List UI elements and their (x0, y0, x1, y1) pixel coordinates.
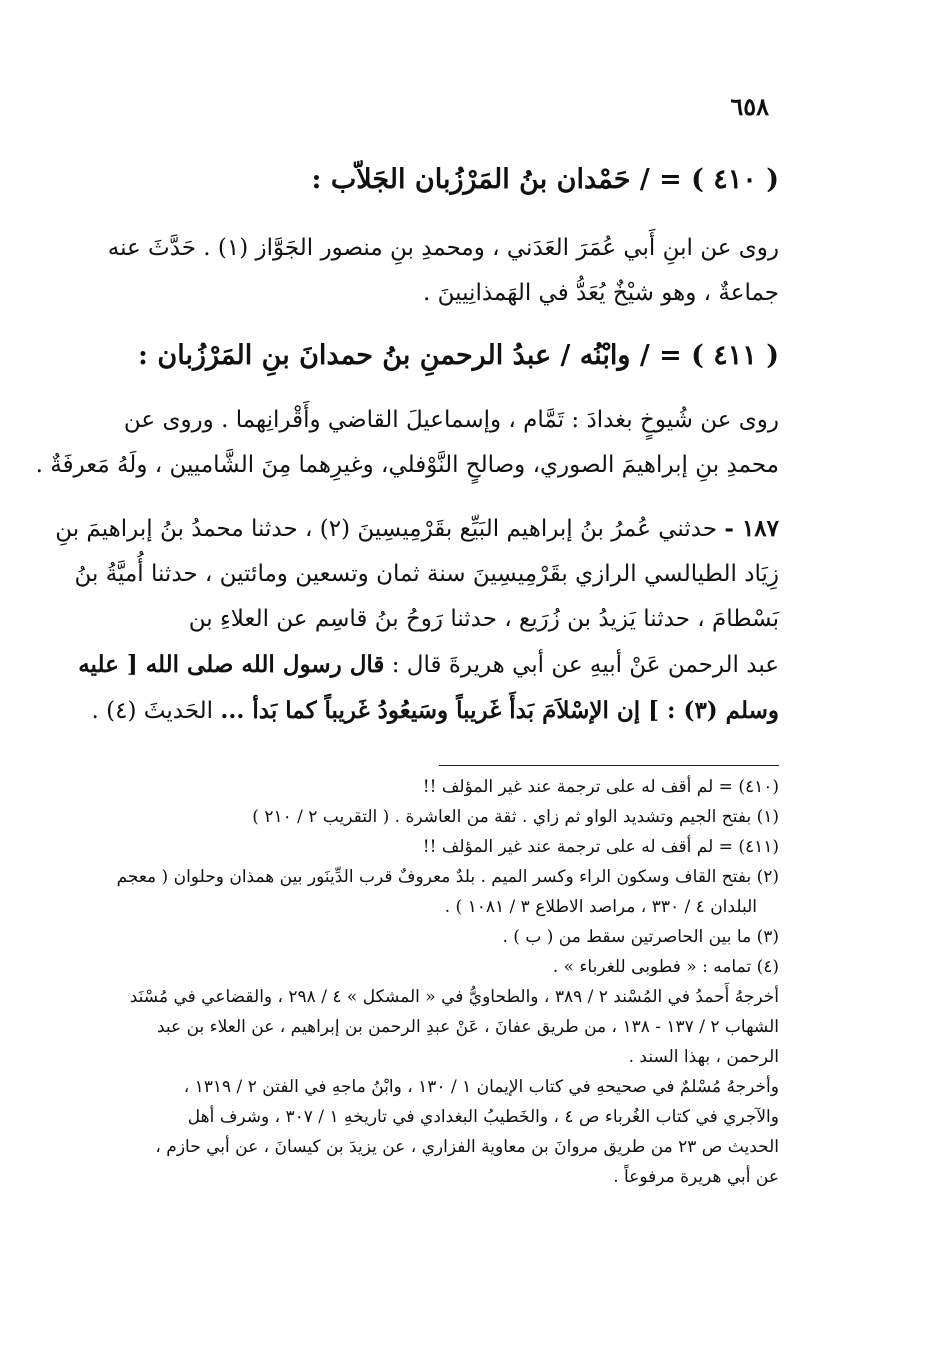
footnote: (١) بفتح الجيم وتشديد الواو ثم زاي . ثقة من العاشرة . ( التقريب ٢ / ٢١٠ ) (252, 807, 779, 827)
hadith-line (55, 506, 779, 552)
footnote: (٤١٠) = لم أقف له على ترجمة عند غير المؤلف !! (422, 777, 779, 797)
footnote: والآجري في كتاب الغُرباء ص ٤ ، والخَطيبُ البغدادي في تاريخهِ ١ / ٣٠٧ ، وشرف أهل (187, 1107, 779, 1127)
hadith-tail: الحَديثَ (٤) . (91, 698, 214, 724)
hadith-187 (55, 506, 779, 734)
entry-410-line: جماعةٌ ، وهو شيْخٌ يُعَدُّ في الهَمذانِيينَ . (423, 280, 779, 306)
hadith-text: عبد الرحمن عَنْ أبيهِ عن أبي هريرةَ قال : (391, 652, 779, 678)
entry-410-heading: ( ٤١٠ ) = / حَمْدان بنُ المَرْزُبان الجَلاّب : (311, 164, 779, 195)
footnote: الحديث ص ٢٣ من طريق مروانَ بن معاوية الفزاري ، عن يزيدَ بن كيسانَ ، عن أبي حازم ، (155, 1137, 779, 1157)
hadith-line (78, 642, 779, 688)
entry-410-line: روى عن ابنِ أَبي عُمَرَ العَدَني ، ومحمدِ بنِ منصور الجَوَّاز (١) . حَدَّثَ عنه (107, 235, 779, 261)
footnote-divider (439, 765, 779, 766)
entry-411 (99, 334, 779, 378)
entry-411-line: روى عن شُيوخٍ بغدادَ : تَمَّام ، وإسماعيلَ القاضي وأَقْرانِهما . وروى عن (123, 407, 779, 433)
hadith-line: بَسْطامَ ، حدثنا يَزيدُ بن زُرَيع ، حدثنا رَوحُ بنُ قاسِم عن العلاءِ بن (188, 606, 779, 632)
hadith-matn: قال رسول الله صلى الله [ عليه (78, 651, 385, 678)
footnote: (٤) تمامه : « فطوبى للغرباء » . (552, 957, 779, 977)
footnote: (٤١١) = لم أقف له على ترجمة عند غير المؤلف !! (422, 837, 779, 857)
footnote: أخرجهُ أَحمدُ في المُسْند ٢ / ٣٨٩ ، والطحاويُّ في « المشكل » ٤ / ٢٩٨ ، والقضاعي في مُسْنَد (129, 987, 779, 1007)
entry-411-heading: ( ٤١١ ) = / وابْنُه / عبدُ الرحمنِ بنُ حمدانَ بنِ المَرْزُبان : (138, 340, 779, 371)
hadith-text: حدثني عُمرُ بنُ إبراهيم البَيِّع بقَرْمِيسِينَ (٢) ، حدثنا محمدُ بنُ إبراهيمَ بنِ (55, 516, 718, 542)
footnote: (٣) ما بين الحاصرتين سقط من ( ب ) . (502, 927, 779, 947)
entry-410 (99, 158, 779, 202)
hadith-line (91, 688, 779, 734)
footnote-continuation: البلدان ٤ / ٣٣٠ ، مراصد الاطلاع ٣ / ١٠٨١ ) . (444, 897, 757, 917)
footnote: (٢) بفتح القاف وسكون الراء وكسر الميم . بلدٌ معروفٌ قرب الدِّينَور بين همذان وحلوان ( معجم (116, 867, 779, 887)
footnote: الشهاب ٢ / ١٣٧ - ١٣٨ ، من طريق عفانَ ، عَنْ عبدِ الرحمن بن إبراهيم ، عن العلاء بن عبد (156, 1017, 779, 1037)
footnotes (99, 772, 779, 1192)
entry-410-text (99, 226, 779, 316)
hadith-number: ١٨٧ - (724, 515, 779, 542)
footnote: عن أبي هريرة مرفوعاً . (613, 1167, 779, 1187)
footnote: الرحمن ، بهذا السند . (628, 1047, 779, 1067)
hadith-line: زِيَاد الطيالسي الرازي بقَرْمِيسِينَ سنة ثمان وتسعين ومائتين ، حدثنا أُميَّةُ بنُ (74, 561, 779, 587)
footnote: وأخرجهُ مُسْلمٌ في صحيحهِ في كتاب الإيمان ١ / ١٣٠ ، وابْنُ ماجهِ في الفتن ٢ / ١٣١٩ ، (183, 1077, 779, 1097)
entry-411-line: محمدِ بنِ إبراهيمَ الصوري، وصالحٍ النَّوْفلي، وغيرِهما مِنَ الشَّاميين ، ولَهُ مَعرفَةٌ . (35, 452, 779, 478)
hadith-matn: وسلم (٣) : ] إن الإسْلاَمَ بَدأَ غَريباً وسَيعُودُ غَريباً كما بَدأ ... (220, 697, 779, 724)
entry-411-text (35, 398, 779, 488)
page-number: ٦٥٨ (730, 92, 769, 121)
